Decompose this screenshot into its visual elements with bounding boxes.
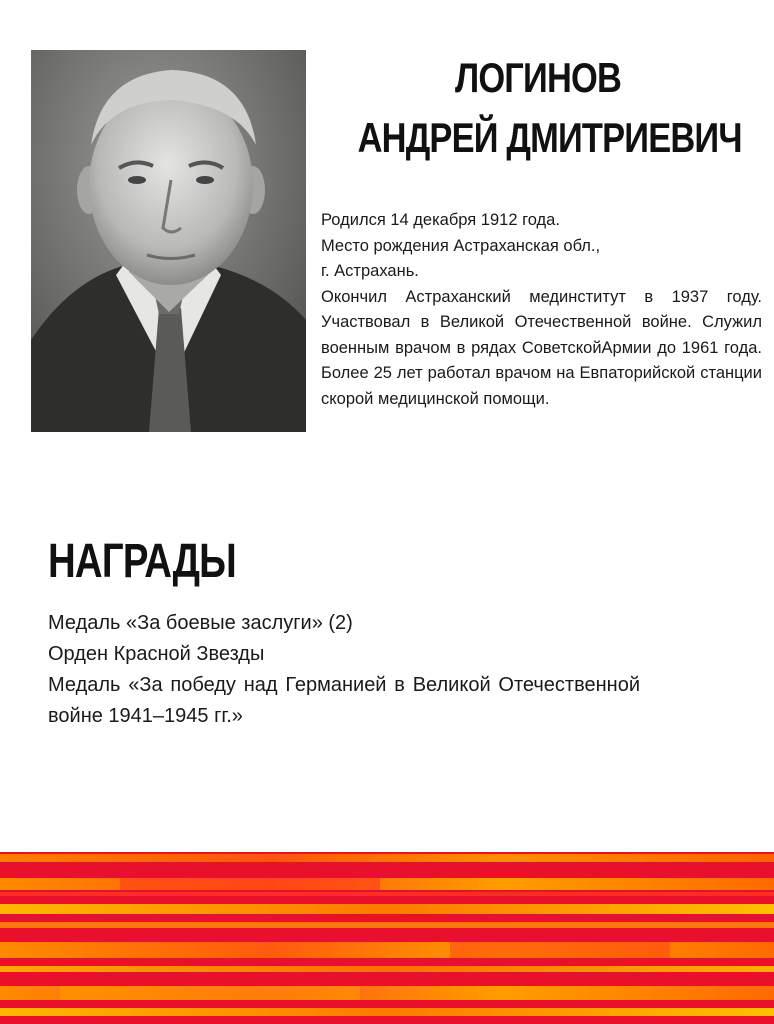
award-item: Медаль «За победу над Германией в Великой Отечественной войне 1941–1945 гг.»	[48, 674, 640, 727]
bio-birthplace-line-2: г. Астрахань.	[321, 262, 419, 280]
awards-list	[48, 608, 640, 732]
given-names: АНДРЕЙ ДМИТРИЕВИЧ	[357, 114, 742, 161]
bio-birthplace-line-1: Место рождения Астраханская обл.,	[321, 236, 601, 255]
awards-heading: НАГРАДЫ	[48, 535, 236, 588]
portrait-photo	[31, 50, 306, 432]
bio-born: Родился 14 декабря 1912 года.	[321, 211, 560, 229]
decorative-ribbon	[0, 852, 774, 1024]
bio-career: Окончил Астраханский мединститут в 1937 году. Участвовал в Великой Отечественной войне. Служил военным врачом в рядах СоветскойАрмии до 1961 года. Более 25 лет работал врачом на Евпаторийской станции скорой медицинской помощи.	[321, 287, 762, 408]
award-item: Орден Красной Звезды	[48, 643, 265, 665]
biography	[321, 208, 762, 412]
person-name	[357, 48, 742, 168]
portrait-icon	[31, 50, 306, 432]
ribbon-stripes-icon	[0, 852, 774, 1024]
award-item: Медаль «За боевые заслуги» (2)	[48, 612, 353, 634]
surname: ЛОГИНОВ	[454, 54, 622, 101]
